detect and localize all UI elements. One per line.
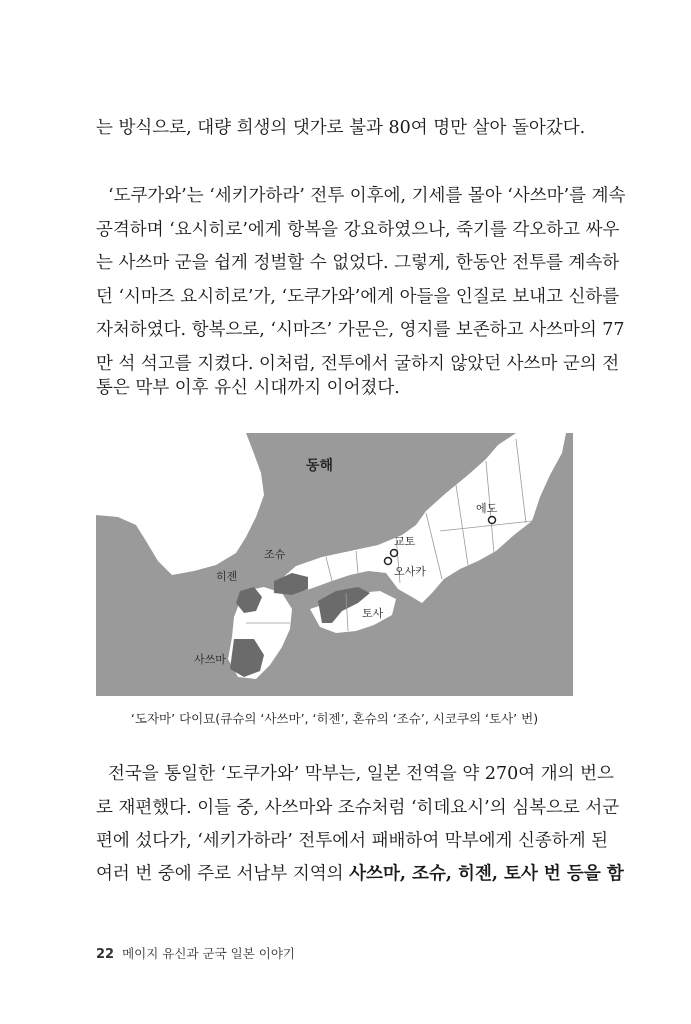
page-number: 22 [96, 947, 115, 962]
text-line: 편에 섰다가, ‘세키가하라’ 전투에서 패배하여 막부에게 신종하게 된 [96, 831, 609, 851]
map-label-sea: 동해 [306, 458, 334, 474]
map-label-kyoto: 교토 [394, 535, 416, 548]
kyoto-marker [391, 550, 398, 557]
page-footer [96, 944, 295, 964]
map-label-osaka: 오사카 [394, 565, 426, 578]
map-label-tosa: 토사 [362, 607, 384, 620]
osaka-marker [385, 558, 392, 565]
map-caption: ‘도자마’ 다이묘(큐슈의 ‘사쓰마’, ‘히젠’, 혼슈의 ‘조슈’, 시코쿠의 ‘토사’ 번) [130, 711, 539, 726]
map-svg [96, 433, 573, 696]
text-line: ‘도쿠가와’는 ‘세키가하라’ 전투 이후에, 기세를 몰아 ‘사쓰마’를 계속 [108, 186, 626, 206]
text-line: 는 사쓰마 군을 쉽게 정벌할 수 없었다. 그렇게, 한동안 전투를 계속하 [96, 253, 620, 273]
text-line [96, 862, 624, 886]
text-line: 자처하였다. 항복으로, ‘시마즈’ 가문은, 영지를 보존하고 사쓰마의 77 [96, 320, 625, 340]
japan-map [96, 433, 573, 696]
text-line: 전국을 통일한 ‘도쿠가와’ 막부는, 일본 전역을 약 270여 개의 번으 [108, 764, 614, 784]
text-normal: 여러 번 중에 주로 서남부 지역의 [96, 864, 350, 884]
map-label-hizen: 히젠 [216, 570, 238, 583]
text-line: 만 석 석고를 지켰다. 이처럼, 전투에서 굴하지 않았던 사쓰마 군의 전 [96, 354, 620, 374]
text-line: 는 방식으로, 대량 희생의 댓가로 불과 80여 명만 살아 돌아갔다. [96, 118, 586, 138]
map-label-choshu: 조슈 [264, 548, 286, 561]
text-line: 통은 막부 이후 유신 시대까지 이어졌다. [96, 378, 400, 398]
text-bold: 사쓰마, 조슈, 히젠, 토사 번 등을 함 [349, 864, 624, 884]
book-title: 메이지 유신과 군국 일본 이야기 [122, 946, 295, 961]
text-line: 로 재편했다. 이들 중, 사쓰마와 조슈처럼 ‘히데요시’의 심복으로 서군 [96, 798, 620, 818]
text-line: 던 ‘시마즈 요시히로’가, ‘도쿠가와’에게 아들을 인질로 보내고 신하를 [96, 287, 620, 307]
map-label-edo: 에도 [476, 502, 498, 515]
map-label-satsuma: 사쓰마 [194, 653, 226, 666]
edo-marker [489, 517, 496, 524]
text-line: 공격하며 ‘요시히로’에게 항복을 강요하였으나, 죽기를 각오하고 싸우 [96, 220, 620, 240]
